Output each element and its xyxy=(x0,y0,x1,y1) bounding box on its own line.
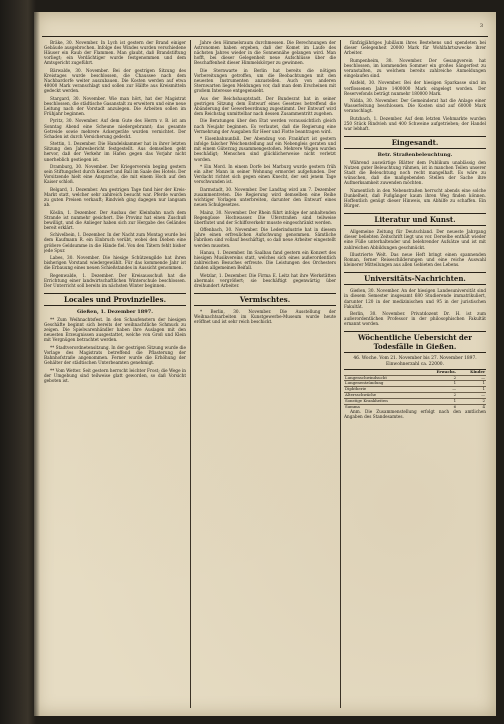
section-heading: Locales und Provinzielles. xyxy=(44,293,186,306)
article-paragraph: Namentlich in den Nebenstraßen herrscht abends eine solche Dunkelheit, daß Fußgänger kaum ihren Weg finden können. Hoffentlich genügt dieser Hinweis, um Abhilfe zu schaffen. Ein Bürger. xyxy=(344,187,486,209)
article-paragraph: Anm. Die Zusammenstellung erfolgt nach den amtlichen Angaben des Standesamtes. xyxy=(344,409,486,420)
article-paragraph: Dramburg, 30. November. Der Kriegerverein beging gestern sein Stiftungsfest durch Konzert und Ball im Saale des Hotels. Der Vorsitzende hielt eine Ansprache, die mit einem Hoch auf den Kaiser schloß. xyxy=(44,164,186,185)
section-heading: Vermischtes. xyxy=(194,293,336,306)
column-rule xyxy=(190,40,191,708)
article-paragraph: Labes, 30. November. Die hiesige Schützengilde hat ihren bisherigen Vorstand wiedergewählt. Für das kommende Jahr ist die Erbauung eines neuen Schießstandes in Aussicht genommen. xyxy=(44,255,186,271)
article-paragraph: Mainz, 30. November. Der Rhein führt infolge der anhaltenden Regengüsse Hochwasser. Die Uferstraßen sind teilweise überflutet und der Schiffsverkehr musste eingeschränkt werden. xyxy=(194,209,336,225)
table-cell: Lungenschwindsucht xyxy=(344,375,420,381)
article-paragraph: Gießen, 30. November. An der hiesigen Landesuniversität sind in diesem Semester insgesamt 680 Studierende immatrikuliert, darunter 120 in der medizinischen und 95 in der juristischen Fakultät. xyxy=(344,288,486,309)
article-paragraph: Pyritz, 30. November. Auf dem Gute des Herrn v. B. ist am Sonntag Abend eine Scheune niedergebrannt; das gesamte Getreide sowie mehrere Ackergeräte wurden vernichtet. Der Schaden ist durch Versicherung gedeckt. xyxy=(44,118,186,139)
article-paragraph: fünfzigjähriges Jubiläum ihres Bestehens und spendeten bei dieser Gelegenheit 20000 Mark für Wohlfahrtszwecke ihrer Arbeiter. xyxy=(344,40,486,56)
table-cell: Lungenentzündung xyxy=(344,381,420,387)
sub-heading: Gießen, 1. Dezember 1897. xyxy=(77,309,153,316)
article-paragraph: Schivelbein, 1. Dezember. In der Nacht zum Montag wurde bei dem Kaufmann R. ein Einbruch verübt, wobei den Dieben eine größere Geldsumme in die Hände fiel. Von den Tätern fehlt bisher jede Spur. xyxy=(44,232,186,253)
article-paragraph: Darmstadt, 30. November. Der Landtag wird am 7. Dezember zusammentreten. Die Regierung wird demselben eine Reihe wichtiger Vorlagen unterbreiten, darunter den Entwurf eines neuen Schulgesetzes. xyxy=(194,186,336,208)
article-paragraph: Während auswärtige Blätter dem Publikum unablässig den Nutzen guter Beleuchtung rühmen, ist in manchen Teilen unserer Stadt die Beleuchtung noch recht mangelhaft. Es wäre zu wünschen, daß die maßgebenden Stellen der Sache ihre Aufmerksamkeit zuwenden möchten. xyxy=(344,160,486,186)
article-paragraph: Bärwalde, 30. November. Bei der gestrigen Sitzung des Kreistages wurde beschlossen, die Chaussee nach dem Nachbardorfe weiter auszubauen. Die Kosten werden auf etwa 40000 Mark veranschlagt und sollen zur Hälfte aus Kreismitteln gedeckt werden. xyxy=(44,67,186,94)
table-cell: Sonstige Krankheiten xyxy=(344,398,420,404)
page-number: 3 xyxy=(479,23,484,29)
article-paragraph: Bräke, 30. November. In Lych ist gestern der Brand einiger Gebäude ausgebrochen. Infolge des Windes wurden verschiedene Häuser ein Raub der Flammen. Man glaubt, daß Brandstiftung vorliegt; ein Verdächtiger wurde festgenommen und dem Amtsgericht zugeführt. xyxy=(44,40,186,66)
article-paragraph: Stargard, 30. November. Wie man hört, hat der Magistrat beschlossen, die städtische Gasanstalt zu erweitern und eine neue Leitung nach der Vorstadt anzulegen. Die Arbeiten sollen im Frühjahr beginnen. xyxy=(44,95,186,116)
article-paragraph: Alsfeld, 30. November. Bei der hiesigen Sparkasse sind im verflossenen Jahre 1400000 Mark eingelegt worden. Der Reservefonds beträgt nunmehr 180000 Mark. xyxy=(344,80,486,96)
table-cell: 1 xyxy=(457,381,486,387)
section-heading: Wöchentliche Uebersicht der Todesfälle in Gießen. xyxy=(344,331,486,353)
article-paragraph: Stettin, 1. Dezember. Die Handelskammer hat in ihrer letzten Sitzung den Jahresbericht festgestellt. Aus demselben geht hervor, daß der Verkehr im Hafen gegen das Vorjahr nicht unerheblich gestiegen ist. xyxy=(44,141,186,162)
table-cell: 6 xyxy=(420,404,457,409)
article-paragraph: ** Stadtverordnetensitzung. In der gestrigen Sitzung wurde die Vorlage des Magistrats betreffend die Pflasterung der Bahnhofstraße angenommen. Ferner wurde die Erhöhung der Gehälter der städtischen Unterbeamten genehmigt. xyxy=(44,344,186,366)
article-paragraph: Berlin, 30. November. Privatdozent Dr. H. ist zum außerordentlichen Professor in der philosophischen Fakultät ernannt worden. xyxy=(344,311,486,327)
section-heading: Universitäts-Nachrichten. xyxy=(344,272,486,285)
column-1 xyxy=(44,40,186,712)
article-paragraph: Wetzlar, 1. Dezember. Die Firma E. Leitz hat ihre Werkstätten abermals vergrößert; sie beschäftigt gegenwärtig über dreihundert Arbeiter. xyxy=(194,272,336,288)
table-cell: 2 xyxy=(420,392,457,398)
article-paragraph: Nidda, 30. November. Der Gemeinderat hat die Anlage einer Wasserleitung beschlossen. Die Kosten sind auf 60000 Mark veranschlagt. xyxy=(344,98,486,114)
article-paragraph: * Berlin, 30. November. Die Ausstellung der Weihnachtsarbeiten im Kunstgewerbe-Museum wurde heute eröffnet und ist sehr reich beschickt. xyxy=(194,309,336,325)
table-cell: 2 xyxy=(420,375,457,381)
binding-shadow xyxy=(34,12,40,716)
article-paragraph: Illustrierte Welt. Das neue Heft bringt einen spannenden Roman, ferner Reiseschilderungen und eine reiche Auswahl kleinerer Mitteilungen aus allen Gebieten des Lebens. xyxy=(344,252,486,268)
newspaper-page xyxy=(34,12,496,716)
article-paragraph: Die Beratungen über den Etat werden voraussichtlich gleich nach Neujahr beginnen. Es verlautet, daß die Regierung eine Vermehrung der Ausgaben für Heer und Flotte beantragen wird. xyxy=(194,118,336,134)
table-cell: 1 xyxy=(420,398,457,404)
article-paragraph: ** Vom Wetter. Seit gestern herrscht leichter Frost; die Wege in der Umgebung sind teilweise glatt geworden, so daß Vorsicht geboten ist. xyxy=(44,367,186,383)
table-cell: Diphtherie xyxy=(344,387,420,393)
table-caption: 46. Woche. Vom 21. November bis 27. November 1897. Einwohnerzahl ca. 22000. xyxy=(353,356,477,367)
article-paragraph: Köslin, 1. Dezember. Der Ausbau der Kleinbahn nach dem Strande ist nunmehr gesichert. Die Provinz hat einen Zuschuß bewilligt, und die Anlieger haben sich zur Hergabe des Geländes bereit erklärt. xyxy=(44,209,186,230)
table-cell: — xyxy=(457,392,486,398)
article-paragraph: Jahre den Himmelsraum durchmessen. Die Berechnungen der Astronomen haben ergeben, daß der Komet im Laufe des nächsten Jahres wieder in die Sonnennähe gelangen wird. Man hofft, bei dieser Gelegenheit neue Aufschlüsse über die Beschaffenheit dieser Himmelskörper zu gewinnen. xyxy=(194,40,336,66)
article-paragraph: Die Sternwarte in Berlin hat bereits die nötigen Vorbereitungen getroffen, um die Beobachtungen mit den neuesten Instrumenten anzustellen. Auch von anderen Sternwarten liegen Meldungen vor, daß man dem Erscheinen mit großem Interesse entgegensieht. xyxy=(194,67,336,94)
header-rule xyxy=(42,36,488,37)
table-cell: 2 xyxy=(457,398,486,404)
table-header-cell: Kinder xyxy=(457,369,486,375)
article-paragraph: ** Zum Weihnachtsfest. In den Schaufenstern der hiesigen Geschäfte beginnt sich bereits der weihnachtliche Schmuck zu zeigen. Die Spielwarenhändler haben ihre Auslagen mit den neuesten Erzeugnissen ausgestattet, welche von Groß und Klein mit Vergnügen betrachtet werden. xyxy=(44,317,186,343)
table-cell: 4 xyxy=(457,404,486,409)
article-paragraph: Rumpenheim, 30. November. Der Gesangverein hat beschlossen, im kommenden Sommer ein großes Sängerfest zu veranstalten, zu welchem bereits zahlreiche Anmeldungen eingelaufen sind. xyxy=(344,57,486,78)
section-heading: Literatur und Kunst. xyxy=(344,213,486,226)
table-cell: 1 xyxy=(420,381,457,387)
column-3 xyxy=(344,40,486,712)
article-paragraph: Offenbach, 30. November. Die Lederindustrie hat in diesem Jahre einen erfreulichen Aufschwung genommen. Sämtliche Fabriken sind vollauf beschäftigt, so daß neue Arbeiter eingestellt werden mussten. xyxy=(194,227,336,248)
article-paragraph: * Eisenbahnunfall. Der Abendzug von Frankfurt ist gestern infolge falscher Weichenstellung auf ein Nebengleis geraten und mit einem Güterzug zusammengestoßen. Mehrere Wagen wurden beschädigt; Menschen sind glücklicherweise nicht verletzt worden. xyxy=(194,136,336,162)
table-cell: Altersschwäche xyxy=(344,392,420,398)
article-paragraph: Hanau, 1. Dezember. Im Saalbau fand gestern ein Konzert des hiesigen Musikvereins statt, welches sich eines außerordentlich zahlreichen Besuches erfreute. Die Leistungen des Orchesters fanden allgemeinen Beifall. xyxy=(194,249,336,271)
table-cell: 1 xyxy=(457,387,486,393)
article-paragraph: * Ein Mord. In einem Dorfe bei Marburg wurde gestern früh ein alter Mann in seiner Wohnung ermordet aufgefunden. Der Verdacht richtet sich gegen einen Knecht, der seit jenem Tage verschwunden ist. xyxy=(194,164,336,185)
column-rule xyxy=(340,40,341,708)
table-cell: Summa xyxy=(344,404,420,409)
article-paragraph: Belgard, 1. Dezember. Am gestrigen Tage fand hier der Kreis-Markt statt, welcher sehr zahlreich besucht war. Pferde wurden zu guten Preisen verkauft; Rindvieh ging dagegen nur langsam ab. xyxy=(44,186,186,208)
table-cell: — xyxy=(420,387,457,393)
table-cell: — xyxy=(457,375,486,381)
article-paragraph: Butzbach, 1. Dezember. Auf dem letzten Viehmarkte wurden 250 Stück Rindvieh und 400 Schweine aufgetrieben; der Handel war lebhaft. xyxy=(344,115,486,131)
table-header-cell: Erwachs. xyxy=(420,369,457,375)
article-paragraph: Regenwalde, 1. Dezember. Der Kreisausschuß hat die Errichtung einer landwirtschaftlichen Winterschule beschlossen. Der Unterricht soll bereits im nächsten Winter beginnen. xyxy=(44,272,186,288)
statistics-table xyxy=(344,369,486,410)
section-heading: Eingesandt. xyxy=(344,136,486,149)
sub-heading: Betr. Straßenbeleuchtung. xyxy=(377,152,453,159)
article-paragraph: Allgemeine Zeitung für Deutschland. Der neueste Jahrgang dieser beliebten Zeitschrift liegt uns vor. Derselbe enthält wieder eine Fülle unterhaltender und belehrender Aufsätze und ist mit zahlreichen Abbildungen geschmückt. xyxy=(344,229,486,250)
article-paragraph: Aus der Reichshauptstadt. Der Bundesrat hat in seiner gestrigen Sitzung dem Entwurf eines Gesetzes betreffend die Abänderung der Gewerbeordnung zugestimmt. Der Entwurf wird dem Reichstag unmittelbar nach dessen Zusammentritt zugehen. xyxy=(194,95,336,116)
column-2 xyxy=(194,40,336,712)
